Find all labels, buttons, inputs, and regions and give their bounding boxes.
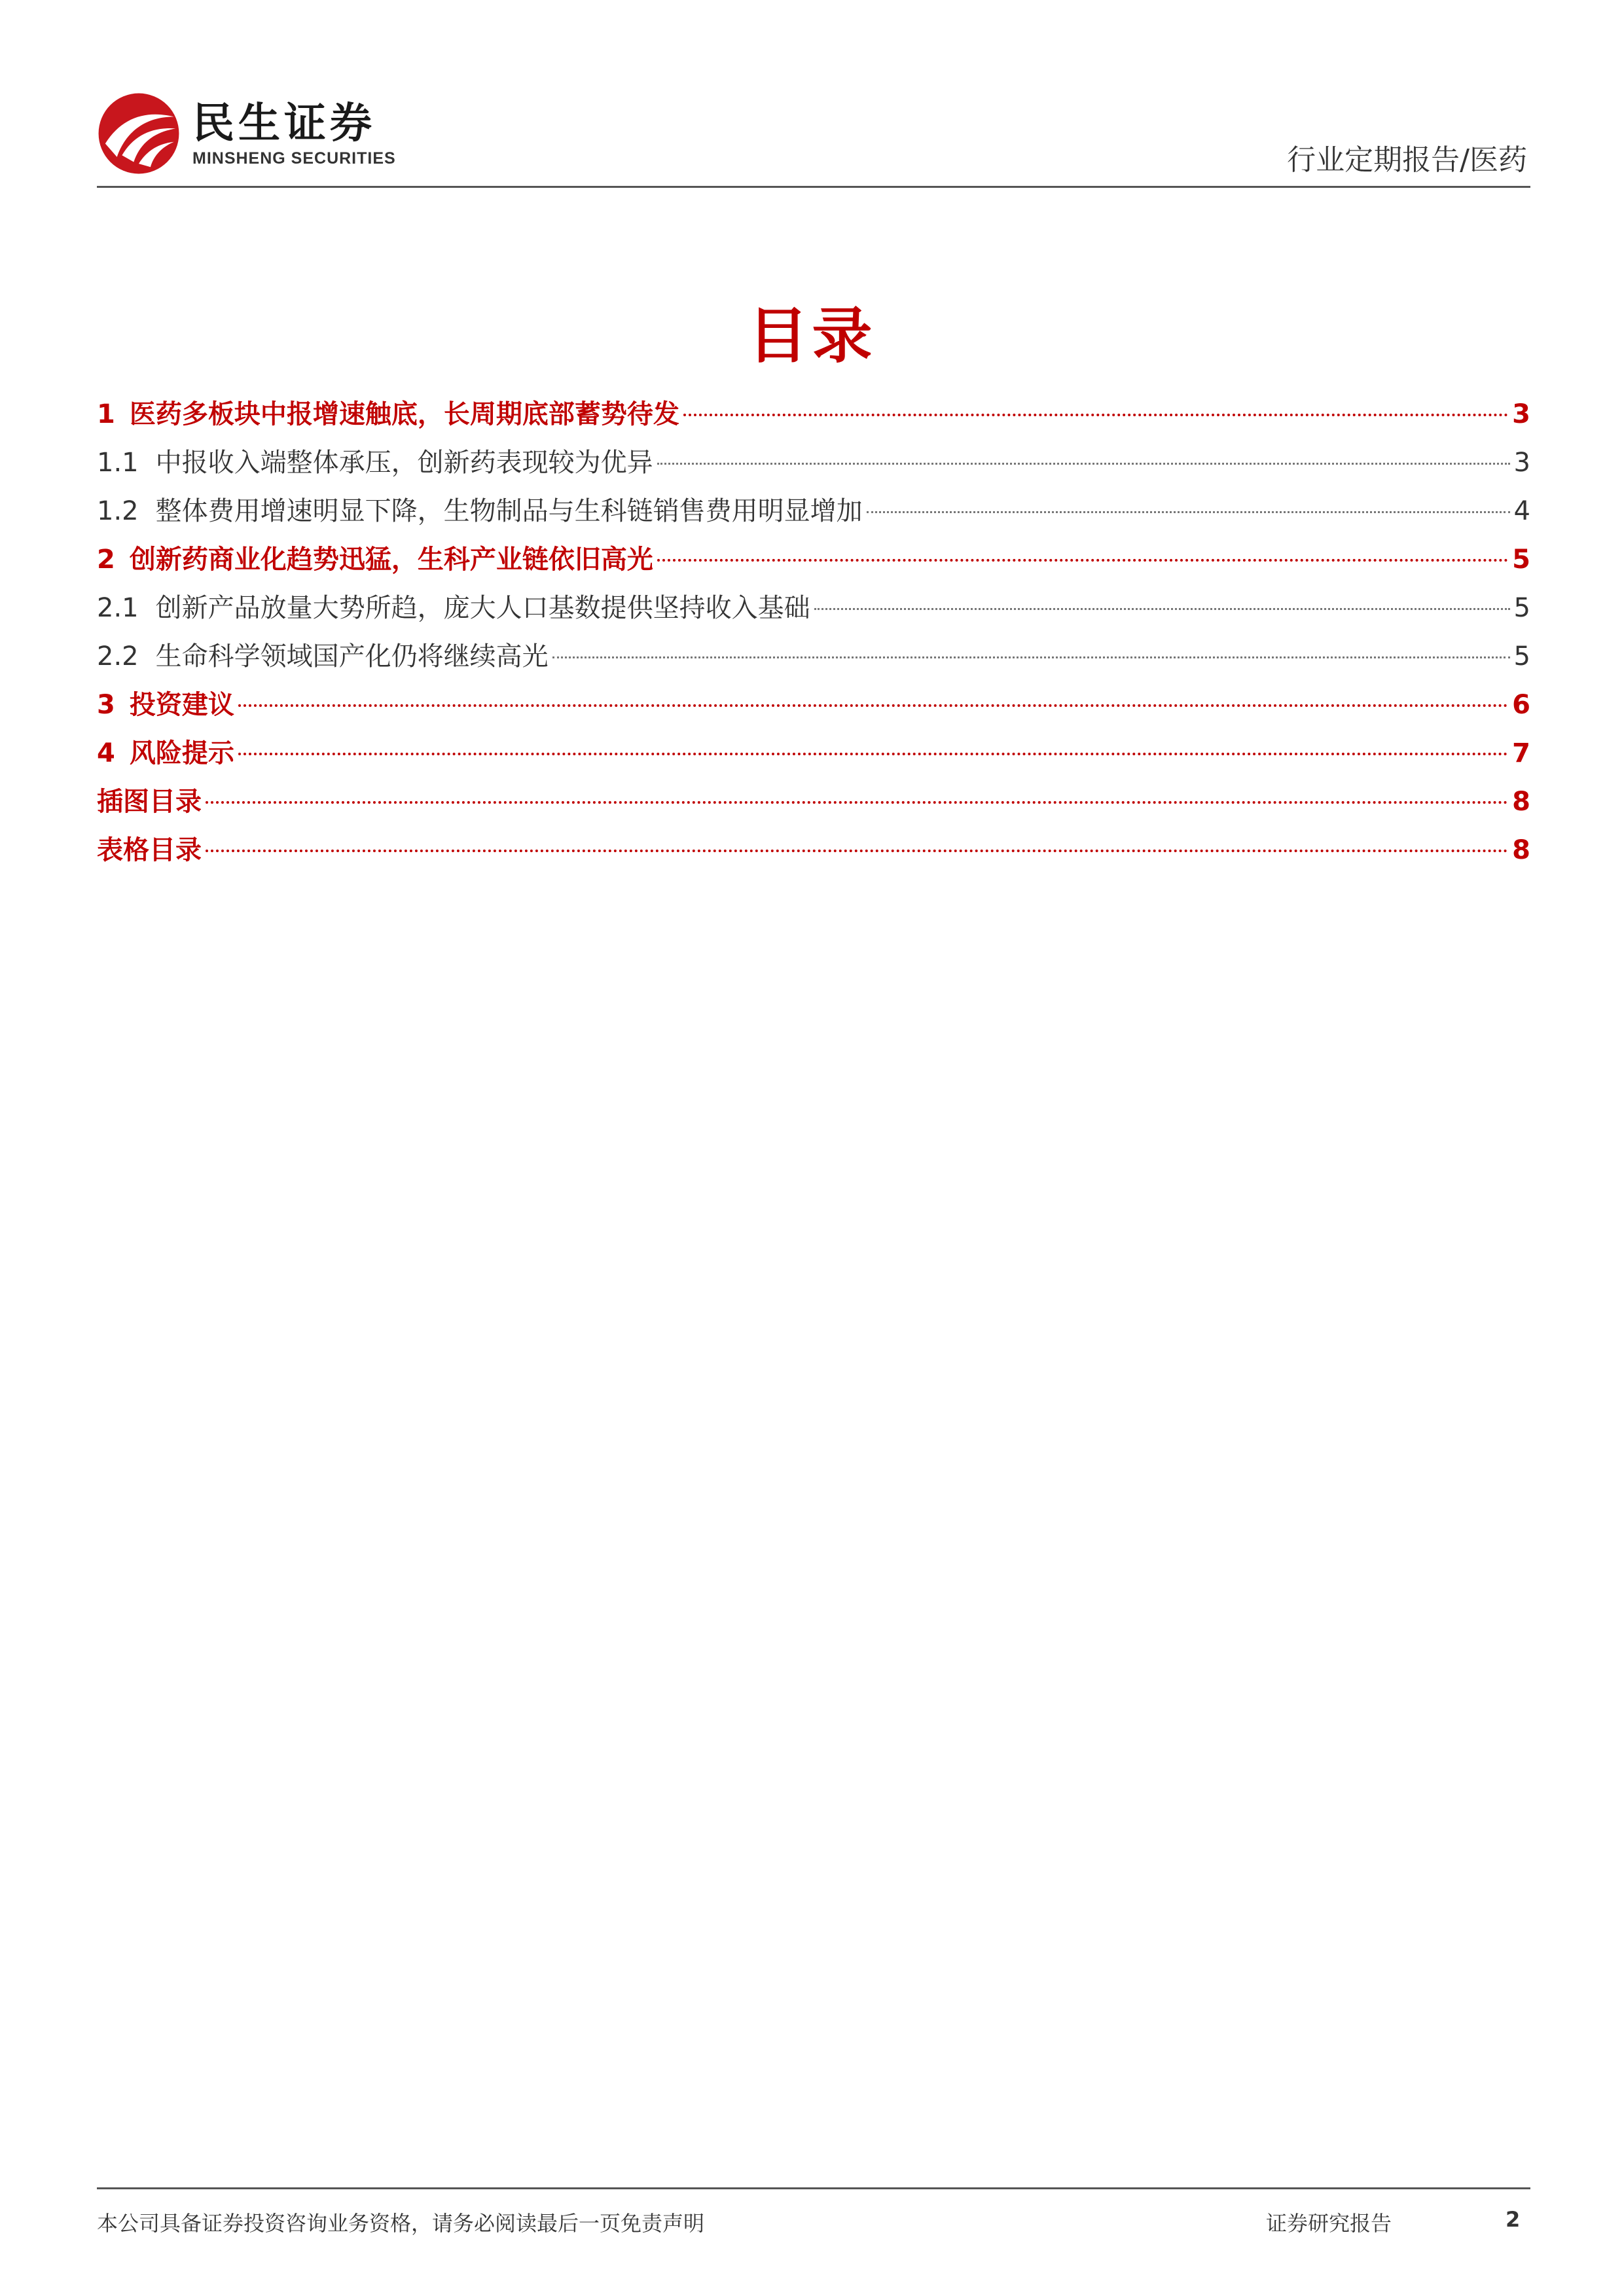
toc-dot-leader — [552, 656, 1510, 658]
toc-entry-page: 5 — [1513, 641, 1530, 672]
toc-entry-label: 创新产品放量大势所趋，庞大人口基数提供坚持收入基础 — [155, 593, 810, 623]
toc-dot-leader — [238, 753, 1508, 755]
header-divider — [97, 186, 1530, 188]
company-logo — [97, 92, 396, 175]
footer-divider — [97, 2187, 1530, 2189]
toc-entry-label: 风险提示 — [129, 738, 234, 768]
toc-entry-page: 7 — [1512, 738, 1530, 768]
footer-disclaimer: 本公司具备证券投资咨询业务资格，请务必阅读最后一页免责声明 — [97, 2211, 705, 2236]
logo-chinese-name: 民生证券 — [192, 99, 376, 148]
toc-entry[interactable] — [97, 535, 1530, 584]
toc-entry-label: 投资建议 — [129, 690, 234, 720]
toc-entry-number: 4 — [97, 738, 115, 768]
toc-entry[interactable] — [97, 632, 1530, 681]
toc-title: 目录 — [748, 301, 876, 371]
toc-entry-page: 8 — [1512, 787, 1530, 817]
footer-report-type: 证券研究报告 — [1266, 2211, 1392, 2236]
toc-entry-label: 插图目录 — [97, 787, 202, 817]
table-of-contents — [97, 390, 1530, 874]
toc-entry[interactable] — [97, 584, 1530, 632]
toc-entry[interactable] — [97, 681, 1530, 729]
toc-entry-number: 2.2 — [97, 641, 139, 672]
toc-entry-number: 1.2 — [97, 496, 139, 526]
toc-entry-number: 3 — [97, 690, 115, 720]
toc-entry-number: 1.1 — [97, 448, 139, 478]
toc-dot-leader — [657, 463, 1510, 465]
toc-dot-leader — [683, 414, 1508, 416]
toc-entry[interactable] — [97, 439, 1530, 487]
page-header — [0, 0, 1624, 190]
toc-dot-leader — [206, 850, 1508, 852]
toc-entry-page: 5 — [1513, 593, 1530, 623]
toc-entry[interactable] — [97, 390, 1530, 439]
toc-entry-label: 生命科学领域国产化仍将继续高光 — [155, 641, 549, 672]
toc-dot-leader — [867, 511, 1510, 513]
page-number: 2 — [1506, 2207, 1521, 2232]
toc-entry-page: 6 — [1512, 690, 1530, 720]
toc-entry-label: 整体费用增速明显下降，生物制品与生科链销售费用明显增加 — [155, 496, 863, 526]
toc-entry-label: 中报收入端整体承压，创新药表现较为优异 — [155, 448, 653, 478]
toc-dot-leader — [206, 801, 1508, 804]
toc-entry-label: 表格目录 — [97, 835, 202, 865]
toc-entry-page: 4 — [1513, 496, 1530, 526]
toc-entry-page: 3 — [1512, 399, 1530, 429]
document-type: 行业定期报告/医药 — [1287, 143, 1527, 177]
minsheng-logo-icon — [97, 92, 181, 175]
toc-entry-page: 8 — [1512, 835, 1530, 865]
toc-entry-number: 2 — [97, 545, 115, 575]
toc-entry-page: 5 — [1512, 545, 1530, 575]
toc-dot-leader — [814, 608, 1510, 610]
toc-entry-number: 1 — [97, 399, 115, 429]
toc-entry[interactable] — [97, 826, 1530, 874]
toc-entry[interactable] — [97, 729, 1530, 778]
toc-entry[interactable] — [97, 487, 1530, 535]
toc-entry-page: 3 — [1513, 448, 1530, 478]
toc-entry-number: 2.1 — [97, 593, 139, 623]
logo-english-name: MINSHENG SECURITIES — [192, 149, 396, 168]
toc-dot-leader — [238, 704, 1508, 707]
toc-entry[interactable] — [97, 778, 1530, 826]
toc-entry-label: 医药多板块中报增速触底，长周期底部蓄势待发 — [129, 399, 679, 429]
toc-entry-label: 创新药商业化趋势迅猛，生科产业链依旧高光 — [129, 545, 653, 575]
toc-dot-leader — [657, 559, 1508, 562]
